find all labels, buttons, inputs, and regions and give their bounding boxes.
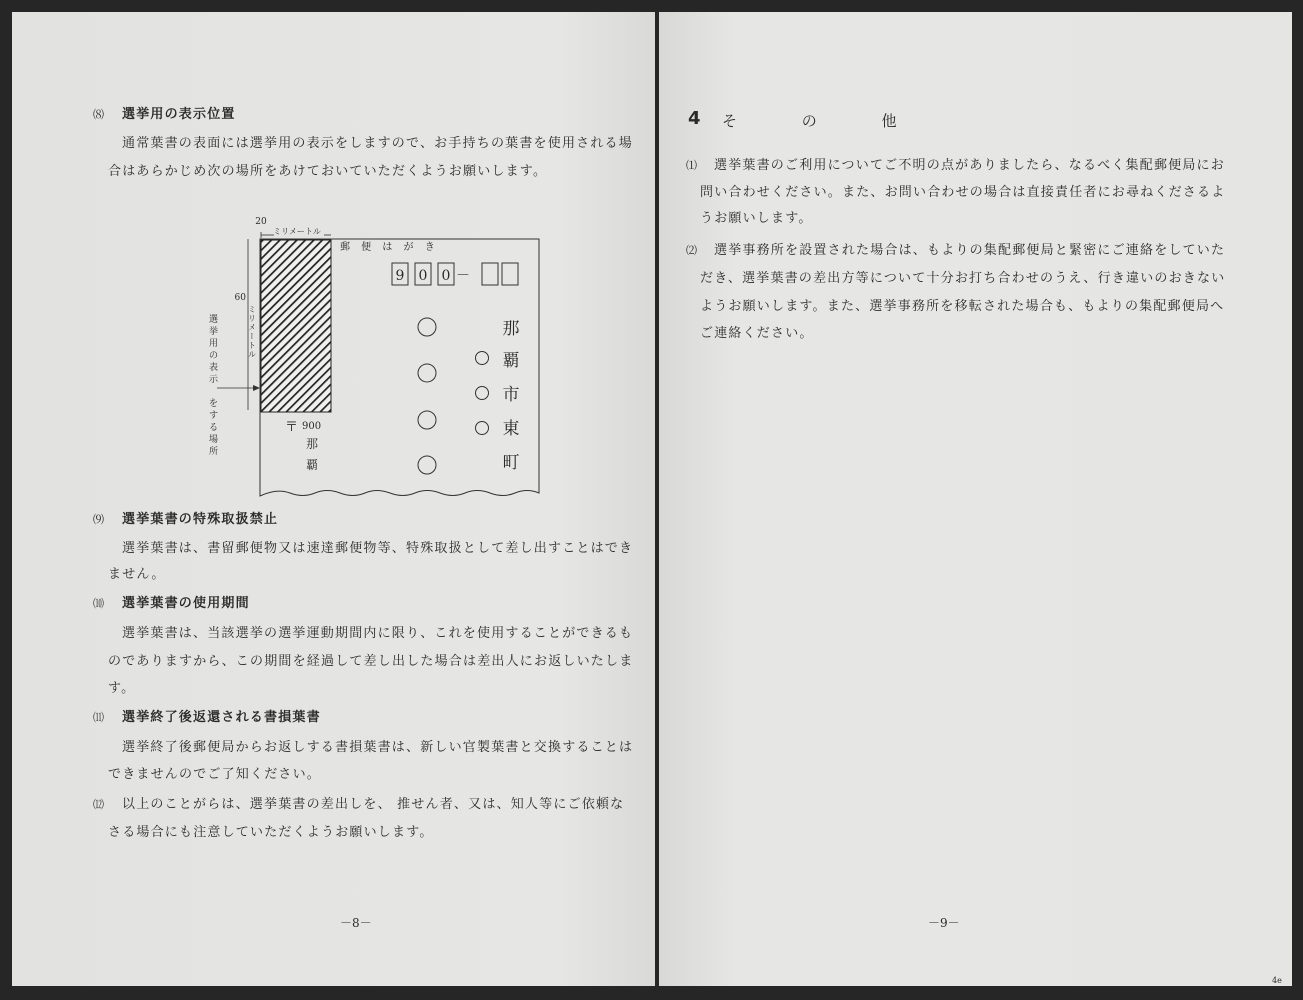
postmark-code: 900 <box>302 421 322 432</box>
sec11-number: ⑾ <box>93 711 106 724</box>
postcard-header: 郵 便 は が き <box>340 242 439 253</box>
item2-line-1: 選挙事務所を設置された場合は、もよりの集配郵便局と緊密にご連絡をしていた <box>714 243 1226 258</box>
sec11-line-2: できませんのでご了知ください。 <box>108 767 322 782</box>
address-char: 市 <box>502 385 520 405</box>
item2-line-2: だき、選挙葉書の差出方等について十分お打ち合わせのうえ、行き違いのおきない <box>700 271 1226 286</box>
left-page-number: －8－ <box>340 916 372 930</box>
side-label-char: 場 <box>209 435 219 445</box>
sec11-heading: 選挙終了後返還される書損葉書 <box>122 710 321 725</box>
width-unit-label: ミリメートル <box>273 227 321 236</box>
side-label-char: 用 <box>209 339 219 349</box>
side-label-char: 所 <box>209 447 219 457</box>
sec8-line-2: 合はあらかじめ次の場所をあけておいていただくようお願いします。 <box>108 164 548 179</box>
section-4-number: 4 <box>688 108 701 129</box>
item2-number: ⑵ <box>686 244 699 257</box>
item2-line-3: ようお願いします。また、選挙事務所を移転された場合も、もよりの集配郵便局へ <box>700 299 1225 314</box>
sec9-line-1: 選挙葉書は、書留郵便物又は速達郵便物等、特殊取扱として差し出すことはでき <box>122 541 634 556</box>
side-label-char: を <box>209 399 219 409</box>
side-label-char: す <box>209 411 219 421</box>
sec8-heading: 選挙用の表示位置 <box>122 107 236 122</box>
item1-line-1: 選挙葉書のご利用についてご不明の点がありましたら、なるべく集配郵便局にお <box>714 158 1225 173</box>
side-label-char: 選 <box>209 315 219 325</box>
postmark-city-char: 覇 <box>306 458 319 472</box>
address-char: 覇 <box>502 351 520 371</box>
sec10-line-2: のでありますから、この期間を経過して差し出した場合は差出人にお返しいたしま <box>108 654 634 669</box>
height-unit-label: ミリメートル <box>247 305 257 359</box>
sec11-line-1: 選挙終了後郵便局からお返しする書損葉書は、新しい官製葉書と交換することは <box>122 740 634 755</box>
zip-digit: 0 <box>441 268 451 284</box>
address-char: 町 <box>502 453 520 473</box>
side-label-char: る <box>209 423 219 433</box>
item1-number: ⑴ <box>686 159 699 172</box>
postmark-city-char: 那 <box>306 437 319 451</box>
address-char: 東 <box>502 419 520 439</box>
section-4-title: そ の 他 <box>722 112 927 130</box>
sec10-line-1: 選挙葉書は、当該選挙の選挙運動期間内に限り、これを使用することができるも <box>122 626 634 641</box>
sec9-line-2: ません。 <box>108 567 166 582</box>
side-label-char: の <box>209 351 219 361</box>
address-char: 那 <box>502 319 520 339</box>
height-value-label: 60 <box>234 293 246 303</box>
zip-digit: 0 <box>418 268 428 284</box>
sec8-line-1: 通常葉書の表面には選挙用の表示をしますので、お手持ちの葉書を使用される場 <box>122 136 633 151</box>
postcard-diagram <box>190 210 550 505</box>
right-page-number: －9－ <box>928 916 960 930</box>
item1-line-3: うお願いします。 <box>700 211 813 226</box>
sec12-number: ⑿ <box>93 798 106 811</box>
zip-dash: － <box>456 268 470 284</box>
side-label-char: 挙 <box>209 327 219 337</box>
side-label-char: 示 <box>209 375 219 385</box>
sec12-line-2: さる場合にも注意していただくようお願いします。 <box>108 825 434 840</box>
sec8-number: ⑻ <box>93 108 106 121</box>
sec10-heading: 選挙葉書の使用期間 <box>122 596 250 611</box>
width-value-label: 20 <box>255 217 267 227</box>
sec10-line-3: す。 <box>108 681 136 696</box>
item1-line-2: 問い合わせください。また、お問い合わせの場合は直接責任者にお尋ねくださるよ <box>700 185 1226 200</box>
election-mark-hatched-area <box>261 240 331 412</box>
item2-line-4: ご連絡ください。 <box>700 326 814 341</box>
sec12-line-1: 以上のことがらは、選挙葉書の差出しを、 推せん者、又は、知人等にご依頼な <box>122 797 625 812</box>
sec9-number: ⑼ <box>93 513 106 526</box>
side-label-char: 表 <box>209 363 219 373</box>
corner-mark: 4e <box>1272 976 1282 985</box>
zip-digit: 9 <box>395 268 405 284</box>
postmark-symbol: 〒 <box>285 420 299 435</box>
sec10-number: ⑽ <box>93 597 106 610</box>
sec9-heading: 選挙葉書の特殊取扱禁止 <box>122 512 279 527</box>
